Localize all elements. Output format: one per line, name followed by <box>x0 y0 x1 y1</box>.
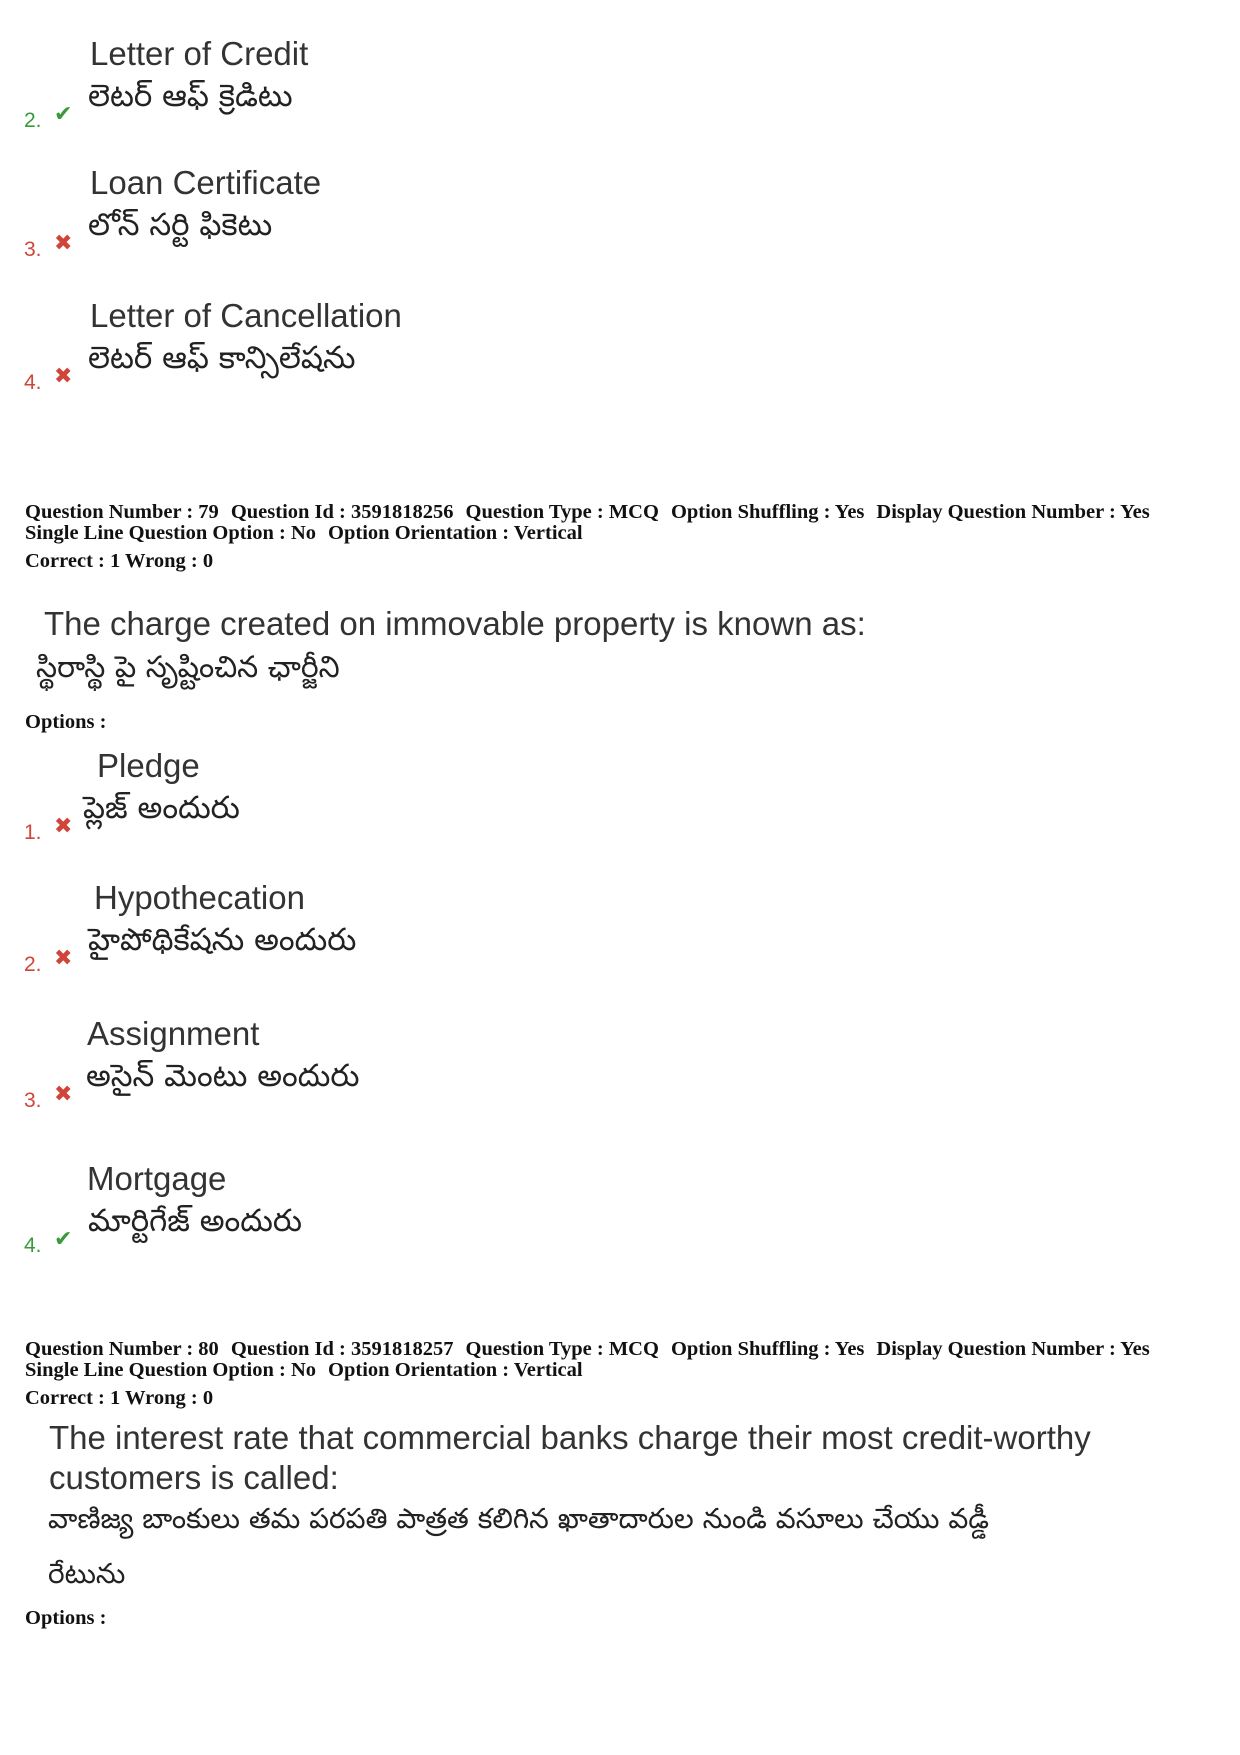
option-text-en: Hypothecation <box>94 879 305 916</box>
question-80-text-te-line2: రేటును <box>48 1557 126 1590</box>
question-80-text-te-line1: వాణిజ్య బాంకులు తమ పరపతి పాత్రత కలిగిన ఖాతాదారుల నుండి వసూలు చేయు వడ్డీ <box>48 1502 990 1535</box>
question-79-meta-line2: Single Line Question Option : No Option Orientation : Vertical <box>25 522 583 544</box>
question-80-meta-line1: Question Number : 80 Question Id : 3591818257 Question Type : MCQ Option Shuffling : Yes Display Question Number : Yes <box>25 1338 1150 1360</box>
option-text-en: Letter of Credit <box>90 35 309 72</box>
option-79-2 <box>0 878 1000 998</box>
option-text-te: ప్లెజ్ అందురు <box>83 790 240 826</box>
option-prev-4 <box>0 296 1000 416</box>
question-80-score: Correct : 1 Wrong : 0 <box>25 1387 214 1409</box>
option-number: 2. <box>24 109 42 132</box>
option-text-te: లెటర్ ఆఫ్ కాన్సిలేషను <box>88 340 356 376</box>
option-number: 3. <box>24 238 42 261</box>
option-number: 2. <box>24 953 42 976</box>
option-text-te: అసైన్ మెంటు అందురు <box>86 1058 360 1094</box>
options-label: Options : <box>25 711 107 733</box>
cross-icon: ✖ <box>54 946 73 971</box>
option-prev-3 <box>0 163 1000 283</box>
cross-icon: ✖ <box>54 814 73 839</box>
option-text-en: Assignment <box>87 1015 260 1052</box>
cross-icon: ✖ <box>54 364 73 389</box>
question-79-text-en: The charge created on immovable property is known as: <box>44 605 866 642</box>
option-text-te: మార్టిగేజ్ అందురు <box>88 1203 302 1239</box>
option-79-1 <box>0 746 1000 866</box>
option-79-4 <box>0 1159 1000 1279</box>
question-80-meta-line2: Single Line Question Option : No Option Orientation : Vertical <box>25 1359 583 1381</box>
check-icon: ✔ <box>54 102 73 127</box>
option-79-3 <box>0 1014 1000 1134</box>
option-number: 4. <box>24 371 42 394</box>
option-text-en: Mortgage <box>87 1160 227 1197</box>
question-80-text-en-line2: customers is called: <box>49 1459 339 1496</box>
option-text-en: Pledge <box>97 747 200 784</box>
question-79-meta-line1: Question Number : 79 Question Id : 3591818256 Question Type : MCQ Option Shuffling : Yes Display Question Number : Yes <box>25 501 1150 523</box>
option-text-en: Letter of Cancellation <box>90 297 402 334</box>
question-80-text-en-line1: The interest rate that commercial banks charge their most credit-worthy <box>49 1419 1091 1456</box>
option-number: 4. <box>24 1234 42 1257</box>
option-number: 1. <box>24 821 42 844</box>
check-icon: ✔ <box>54 1227 73 1252</box>
cross-icon: ✖ <box>54 231 73 256</box>
options-label: Options : <box>25 1607 107 1629</box>
question-79-text-te: స్థిరాస్థి పై సృష్టించిన ఛార్జీని <box>36 650 340 685</box>
option-text-te: లెటర్ ఆఫ్ క్రెడిటు <box>88 78 293 114</box>
question-79-score: Correct : 1 Wrong : 0 <box>25 550 214 572</box>
option-text-te: లోన్ సర్టి ఫికెటు <box>88 207 273 243</box>
cross-icon: ✖ <box>54 1082 73 1107</box>
option-text-en: Loan Certificate <box>90 164 322 201</box>
option-number: 3. <box>24 1089 42 1112</box>
option-text-te: హైపోథికేషను అందురు <box>88 922 357 958</box>
option-prev-2 <box>0 34 1000 154</box>
